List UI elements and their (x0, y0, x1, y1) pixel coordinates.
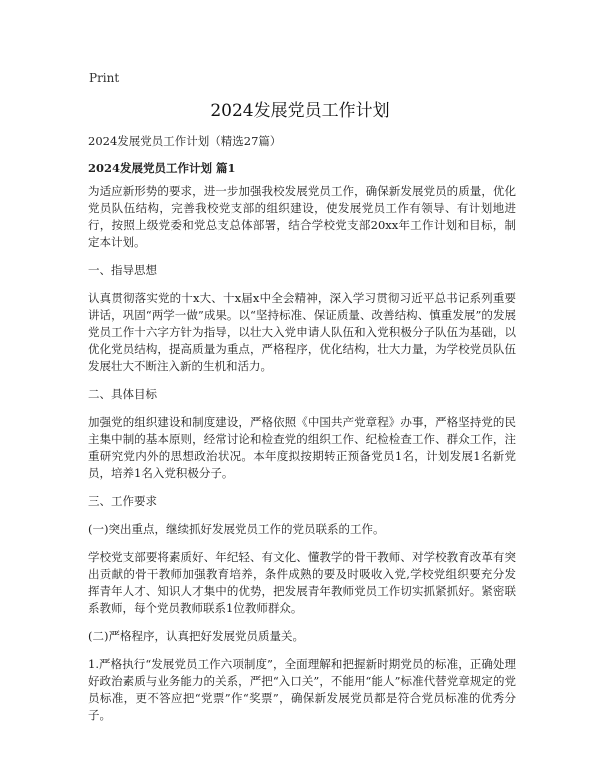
print-label[interactable]: Print (89, 71, 120, 85)
paragraph-guiding-ideology: 认真贯彻落实党的十x大、十x届x中全会精神，深入学习贯彻习近平总书记系列重要讲话，巩固“两学一做”成果。以“坚持标准、保证质量、改善结构、慎重发展”的发展党员工作十六字方针为指导，以壮大入党申请人队伍和入党积极分子队伍为基础，以优化党员结构，提高质量为重点，严格程序，优化结构，壮大力量，为学校党员队伍发展壮大不断注入新的生机和活力。 (88, 291, 516, 373)
document-body (88, 133, 516, 735)
document-subtitle: 2024发展党员工作计划（精选27篇） (88, 134, 282, 148)
paragraph-focus: 学校党支部要将素质好、年纪轻、有文化、懂教学的骨干教师、对学校教育改革有突出贡献的骨干教师加强教育培养，条件成熟的要及时吸收入党,学校党组织要充分发挥青年人才、知识人才集中的优势，把发展青年教师党员工作切实抓紧抓好。紧密联系教师，每个党员教师联系1位教师群众。 (88, 550, 516, 615)
heading-specific-goals: 二、具体目标 (88, 387, 157, 401)
paragraph-specific-goals: 加强党的组织建设和制度建设，严格依照《中国共产党章程》办事，严格坚持党的民主集中制的基本原则，经常讨论和检查党的组织工作、纪检检查工作、群众工作，注重研究党内外的思想政治状况。本年度拟按期转正预备党员1名，计划发展1名新党员，培养1名入党积极分子。 (88, 415, 516, 480)
heading-work-requirements: 三、工作要求 (88, 494, 157, 508)
intro-paragraph: 为适应新形势的要求，进一步加强我校发展党员工作，确保新发展党员的质量，优化党员队伍结构，完善我校党支部的组织建设，使发展党员工作有领导、有计划地进行，按照上级党委和党总支总体部署，结合学校党支部20xx年工作计划和目标，制定本计划。 (88, 184, 516, 249)
subheading-focus: (一)突出重点，继续抓好发展党员工作的党员联系的工作。 (88, 522, 385, 536)
paragraph-procedure: 1.严格执行“发展党员工作六项制度”，全面理解和把握新时期党员的标准，正确处理好政治素质与业务能力的关系，严把“入口关”，不能用“能人”标准代替党章规定的党员标准，更不答应把“党票”作“奖票”，确保新发展党员都是符合党员标准的优秀分子。 (88, 657, 516, 722)
section-title: 2024发展党员工作计划 篇1 (88, 161, 236, 175)
heading-guiding-ideology: 一、指导思想 (88, 263, 157, 277)
subheading-procedure: (二)严格程序，认真把好发展党员质量关。 (88, 629, 304, 643)
page-title: 2024发展党员工作计划 (210, 101, 390, 121)
